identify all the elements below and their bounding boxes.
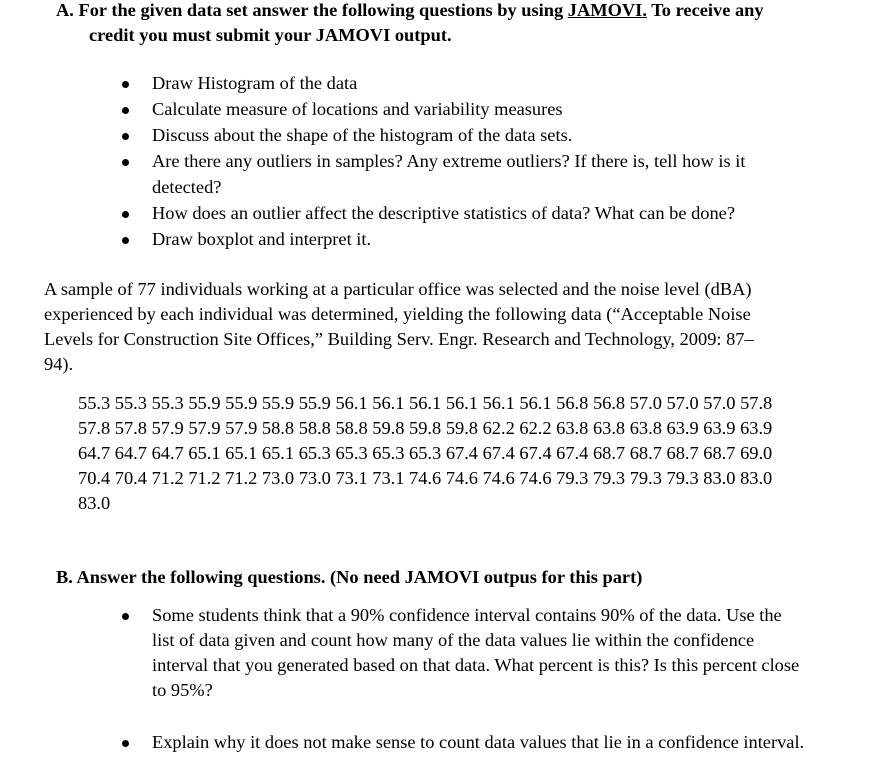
section-b-bullet-1-line-1: Some students think that a 90% confidence interval contains 90% of the data. Use the (152, 605, 782, 625)
bullet-dot (122, 740, 129, 747)
section-b-bullet-1-line-3: interval that you generated based on that data. What percent is this? Is this percent close (152, 655, 800, 675)
section-b-heading: B. Answer the following questions. (No need JAMOVI outpus for this part) (56, 567, 643, 587)
section-a-bullet-4-cont: detected? (152, 177, 222, 197)
bullet-dot (122, 613, 129, 620)
section-a-heading-tool: JAMOVI. (567, 0, 647, 20)
section-b-bullet-2: Explain why it does not make sense to count data values that lie in a confidence interval. (152, 732, 805, 752)
section-a-bullet-2: Calculate measure of locations and variability measures (152, 99, 563, 119)
bullet-dot (122, 159, 129, 166)
bullet-dot (122, 107, 129, 114)
section-a-bullet-1: Draw Histogram of the data (152, 73, 358, 93)
bullet-dot (122, 81, 129, 88)
data-line-3: 64.7 64.7 64.7 65.1 65.1 65.1 65.3 65.3 65.3 65.3 67.4 67.4 67.4 67.4 68.7 68.7 68.7 68.7 69.0 (78, 443, 773, 463)
section-a-bullet-3: Discuss about the shape of the histogram of the data sets. (152, 125, 573, 145)
section-a-heading-line2: credit you must submit your JAMOVI output. (89, 25, 452, 45)
section-a-bullet-5: How does an outlier affect the descriptive statistics of data? What can be done? (152, 203, 736, 223)
bullet-dot (122, 133, 129, 140)
data-line-4: 70.4 70.4 71.2 71.2 71.2 73.0 73.0 73.1 73.1 74.6 74.6 74.6 74.6 79.3 79.3 79.3 79.3 83.0 83.0 (78, 468, 773, 488)
section-a-bullet-6: Draw boxplot and interpret it. (152, 229, 372, 249)
section-a-heading-suffix: To receive any (646, 0, 764, 20)
section-a-heading (56, 0, 764, 21)
bullet-dot (122, 237, 129, 244)
bullet-dot (122, 211, 129, 218)
section-b-bullet-1-line-2: list of data given and count how many of the data values lie within the confidence (152, 630, 755, 650)
paragraph-line-1: A sample of 77 individuals working at a particular office was selected and the noise level (dBA) (44, 279, 752, 299)
data-line-2: 57.8 57.8 57.9 57.9 57.9 58.8 58.8 58.8 59.8 59.8 59.8 62.2 62.2 63.8 63.8 63.8 63.9 63.9 63.9 (78, 418, 773, 438)
paragraph-line-2: experienced by each individual was determined, yielding the following data (“Acceptable Noise (44, 304, 751, 324)
section-a-bullet-4: Are there any outliers in samples? Any extreme outliers? If there is, tell how is it (152, 151, 746, 171)
paragraph-line-3: Levels for Construction Site Offices,” Building Serv. Engr. Research and Technology, 2009: 87– (44, 329, 754, 349)
section-b-bullet-1-line-4: to 95%? (152, 680, 213, 700)
section-a-heading-prefix: A. For the given data set answer the following questions by using (56, 0, 568, 20)
data-line-5: 83.0 (78, 493, 111, 513)
paragraph-line-4: 94). (44, 354, 74, 374)
data-line-1: 55.3 55.3 55.3 55.9 55.9 55.9 55.9 56.1 56.1 56.1 56.1 56.1 56.1 56.8 56.8 57.0 57.0 57.0 57.8 (78, 393, 773, 413)
